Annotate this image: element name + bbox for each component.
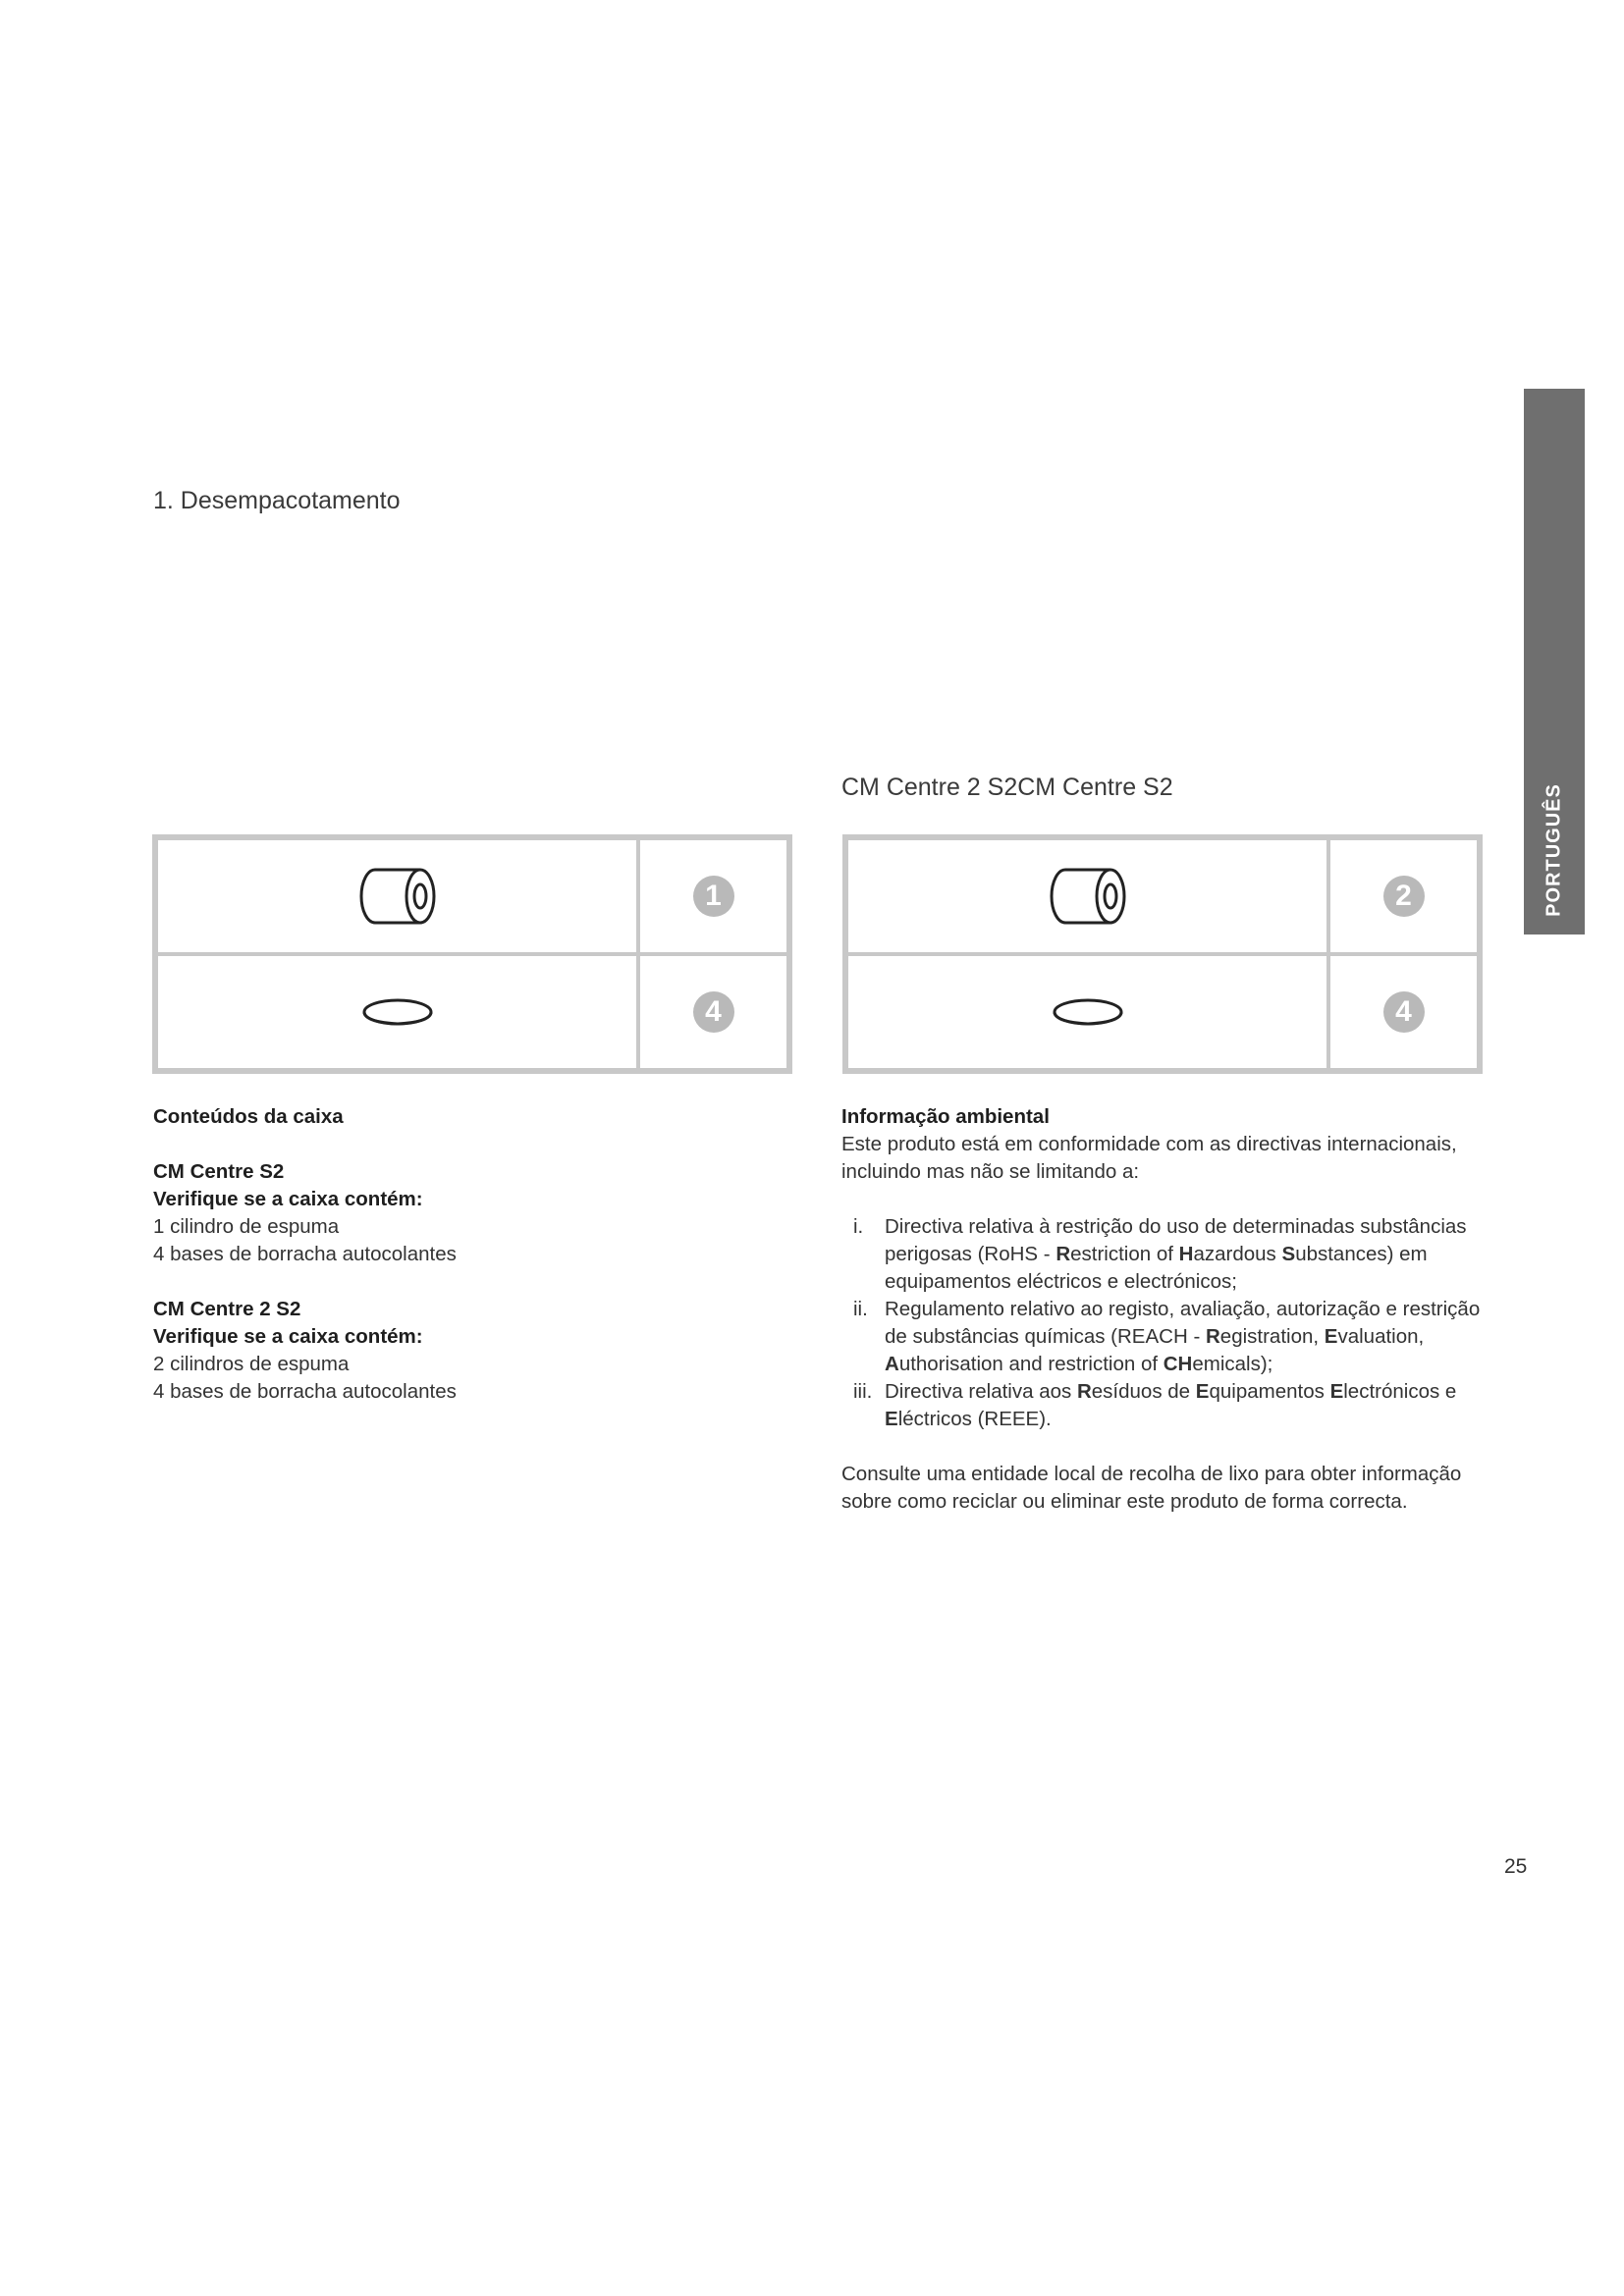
directive-text: Directiva relativa aos Resíduos de Equipamentos Electrónicos e Eléctricos (REEE). (885, 1380, 1457, 1430)
model-name: CM Centre S2 (153, 1160, 285, 1183)
directive-item (841, 1213, 1489, 1296)
directive-number: i. (853, 1215, 864, 1238)
directive-item (841, 1296, 1489, 1378)
count-badge: 4 (1383, 991, 1425, 1033)
foam-cylinder-icon (1046, 862, 1130, 931)
contents-grid-cm-centre-s2 (152, 834, 792, 1074)
directive-number: iii. (853, 1380, 873, 1403)
language-tab (1524, 389, 1585, 934)
count-badge: 1 (693, 876, 734, 917)
feet-count-cell (1328, 954, 1479, 1070)
box-contents (153, 1103, 782, 1406)
check-label: Verifique se a caixa contém: (153, 1188, 423, 1210)
models-heading: CM Centre 2 S2CM Centre S2 (841, 774, 1173, 801)
check-label: Verifique se a caixa contém: (153, 1325, 423, 1348)
directive-item (841, 1378, 1489, 1433)
foam-count-cell (1328, 838, 1479, 954)
environmental-heading: Informação ambiental (841, 1105, 1050, 1128)
contents-grid-cm-centre-2-s2 (842, 834, 1483, 1074)
rubber-foot-icon (358, 992, 437, 1032)
rubber-foot-cell (156, 954, 638, 1070)
directive-text: Regulamento relativo ao registo, avaliação, autorização e restrição de substâncias químicas (REACH - Registration, Evaluation, Authorisation and restriction of CHemicals); (885, 1298, 1481, 1375)
page-number: 25 (1504, 1855, 1528, 1878)
directive-number: ii. (853, 1298, 868, 1320)
environmental-intro: Este produto está em conformidade com as directivas internacionais, incluindo mas não se limitando a: (841, 1133, 1457, 1183)
language-tab-label: PORTUGUÊS (1543, 783, 1565, 917)
foam-cylinder-icon (355, 862, 440, 931)
rubber-foot-cell (846, 954, 1328, 1070)
directive-text: Directiva relativa à restrição do uso de determinadas substâncias perigosas (RoHS - Restriction of Hazardous Substances) em equipamentos eléctricos e electrónicos; (885, 1215, 1467, 1293)
list-item: 2 cilindros de espuma (153, 1353, 350, 1375)
recycling-note: Consulte uma entidade local de recolha de lixo para obter informação sobre como reciclar ou eliminar este produto de forma correcta. (841, 1463, 1462, 1513)
count-badge: 2 (1383, 876, 1425, 917)
model-name: CM Centre 2 S2 (153, 1298, 301, 1320)
box-contents-heading: Conteúdos da caixa (153, 1105, 344, 1128)
environmental-info (841, 1103, 1489, 1516)
foam-cylinder-cell (156, 838, 638, 954)
section-title: 1. Desempacotamento (153, 487, 401, 514)
foam-count-cell (638, 838, 788, 954)
list-item: 1 cilindro de espuma (153, 1215, 340, 1238)
rubber-foot-icon (1049, 992, 1127, 1032)
count-badge: 4 (693, 991, 734, 1033)
list-item: 4 bases de borracha autocolantes (153, 1243, 457, 1265)
foam-cylinder-cell (846, 838, 1328, 954)
list-item: 4 bases de borracha autocolantes (153, 1380, 457, 1403)
feet-count-cell (638, 954, 788, 1070)
